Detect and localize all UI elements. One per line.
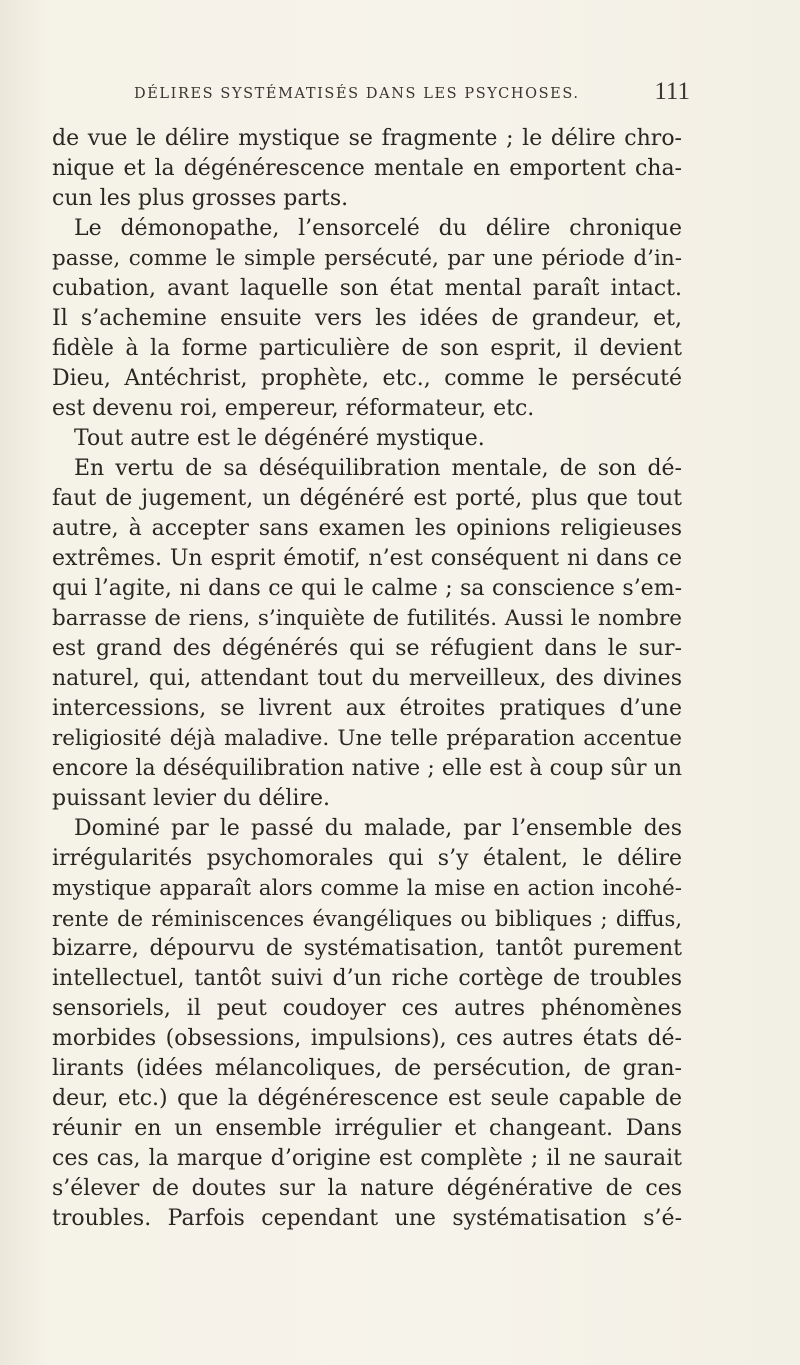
- text-line: Tout autre est le dégénéré mystique.: [74, 426, 485, 451]
- text-line: troubles. Parfois cependant une systématisation s’é-: [52, 1206, 682, 1231]
- text-line: s’élever de doutes sur la nature dégénérative de ces: [52, 1176, 682, 1201]
- text-line: extrêmes. Un esprit émotif, n’est conséquent ni dans ce: [52, 546, 682, 571]
- text-line: cun les plus grosses parts.: [52, 186, 349, 211]
- text-line: lirants (idées mélancoliques, de persécution, de gran-: [52, 1056, 682, 1081]
- text-line: passe, comme le simple persécuté, par une période d’in-: [52, 246, 682, 271]
- text-line: cubation, avant laquelle son état mental paraît intact.: [52, 276, 682, 301]
- text-line: qui l’agite, ni dans ce qui le calme ; sa conscience s’em-: [52, 576, 682, 601]
- text-line: naturel, qui, attendant tout du merveilleux, des divines: [52, 666, 682, 691]
- text-line: rente de réminiscences évangéliques ou bibliques ; diffus,: [52, 907, 682, 931]
- text-line: morbides (obsessions, impulsions), ces autres états dé-: [52, 1026, 682, 1051]
- running-head: [94, 78, 704, 112]
- text-line: Il s’achemine ensuite vers les idées de grandeur, et,: [52, 306, 682, 331]
- running-title: DÉLIRES SYSTÉMATISÉS DANS LES PSYCHOSES.: [134, 86, 580, 102]
- text-line: bizarre, dépourvu de systématisation, tantôt purement: [52, 936, 682, 961]
- text-line: puissant levier du délire.: [52, 786, 330, 811]
- text-line: Dominé par le passé du malade, par l’ensemble des: [74, 816, 682, 841]
- text-line: de vue le délire mystique se fragmente ; le délire chro-: [52, 126, 682, 151]
- text-line: intellectuel, tantôt suivi d’un riche cortège de troubles: [52, 966, 682, 991]
- page-number: 111: [654, 78, 690, 105]
- text-line: fidèle à la forme particulière de son esprit, il devient: [52, 336, 682, 361]
- text-line: nique et la dégénérescence mentale en emportent cha-: [52, 156, 682, 181]
- text-line: religiosité déjà maladive. Une telle préparation accentue: [52, 726, 682, 751]
- text-line: ces cas, la marque d’origine est complète ; il ne saurait: [52, 1146, 682, 1171]
- text-line: Le démonopathe, l’ensorcelé du délire chronique: [74, 216, 682, 241]
- text-line: est devenu roi, empereur, réformateur, etc.: [52, 396, 535, 421]
- text-line: Dieu, Antéchrist, prophète, etc., comme le persécuté: [52, 366, 682, 391]
- body-text: [52, 124, 682, 1234]
- text-line: autre, à accepter sans examen les opinions religieuses: [52, 516, 682, 541]
- text-line: barrasse de riens, s’inquiète de futilités. Aussi le nombre: [52, 606, 682, 631]
- text-line: encore la déséquilibration native ; elle est à coup sûr un: [52, 756, 682, 781]
- text-line: mystique apparaît alors comme la mise en action incohé-: [52, 876, 682, 901]
- text-line: faut de jugement, un dégénéré est porté, plus que tout: [52, 486, 682, 511]
- text-line: irrégularités psychomorales qui s’y étalent, le délire: [52, 846, 682, 871]
- text-line: est grand des dégénérés qui se réfugient dans le sur-: [52, 636, 682, 661]
- text-line: sensoriels, il peut coudoyer ces autres phénomènes: [52, 996, 682, 1021]
- text-line: réunir en un ensemble irrégulier et changeant. Dans: [52, 1116, 682, 1141]
- text-line: En vertu de sa déséquilibration mentale, de son dé-: [74, 456, 682, 481]
- text-line: deur, etc.) que la dégénérescence est seule capable de: [52, 1086, 682, 1111]
- text-line: intercessions, se livrent aux étroites pratiques d’une: [52, 696, 682, 721]
